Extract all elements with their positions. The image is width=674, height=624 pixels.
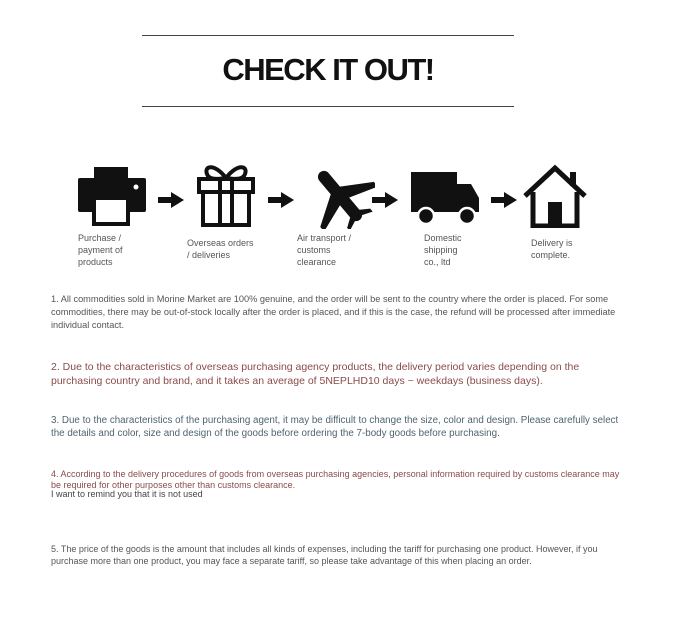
- truck-icon: [411, 170, 481, 231]
- note-personal-info: 4. According to the delivery procedures of goods from overseas purchasing agencies, personal information required by customs clearance may be required for other purposes other than customs clearance.: [51, 469, 620, 490]
- note-reminder: I want to remind you that it is not used: [51, 489, 203, 499]
- top-rule: [142, 35, 514, 36]
- step-label-purchase: Purchase / payment of products: [78, 233, 123, 267]
- house-icon: [523, 164, 587, 233]
- step-label-overseas: Overseas orders / deliveries: [187, 238, 254, 260]
- arrow-right-icon: [158, 192, 184, 208]
- gift-icon: [196, 160, 256, 233]
- bottom-rule: [142, 106, 514, 107]
- page-title: CHECK IT OUT!: [222, 52, 434, 87]
- step-label-domestic: Domestic shipping co., ltd: [424, 233, 462, 267]
- note-size-color: 3. Due to the characteristics of the purchasing agent, it may be difficult to change the size, color and design. Please carefully select the details and color, size and design of the goods before ordering the 7-body goods before purchasing.: [51, 415, 619, 439]
- step-label-delivery-complete: Delivery is complete.: [531, 238, 573, 260]
- arrow-right-icon: [491, 192, 517, 208]
- note-genuine: 1. All commodities sold in Morine Market are 100% genuine, and the order will be sent to the country where the order is placed. For some commodities, there may be out-of-stock locally after the order is placed, and if this is the case, the refund will be processed after immediate individual contact.: [51, 294, 616, 330]
- step-label-air-transport: Air transport / customs clearance: [297, 233, 352, 267]
- note-price-tariff: 5. The price of the goods is the amount that includes all kinds of expenses, including the tariff for purchasing one product. However, if you purchase more than one product, you may face a separate tariff, so please take advantage of this when placing an order.: [51, 544, 598, 566]
- note-delivery-period: 2. Due to the characteristics of overseas purchasing agency products, the delivery period varies depending on the purchasing country and brand, and it takes an average of 5NEPLHD10 days ~ weekdays (business days).: [51, 361, 580, 387]
- airplane-icon: [305, 163, 375, 234]
- arrow-right-icon: [268, 192, 294, 208]
- arrow-right-icon: [372, 192, 398, 208]
- printer-icon: [78, 166, 146, 231]
